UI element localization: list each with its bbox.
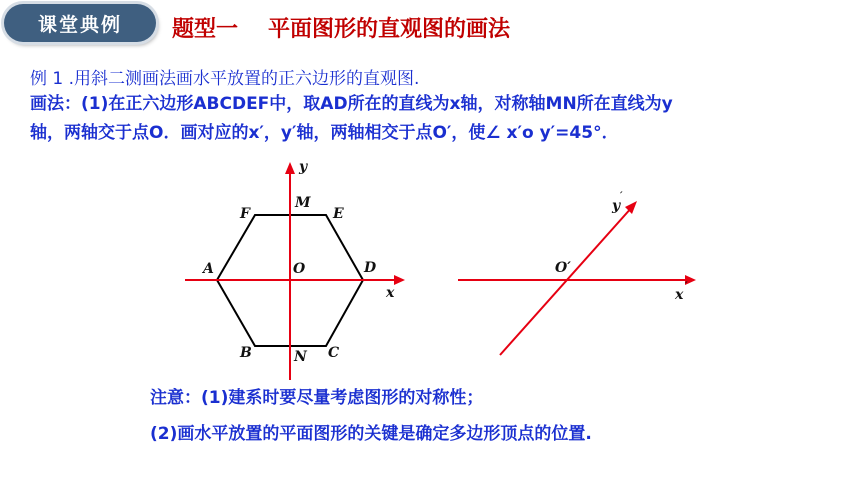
label-y: y [299,159,308,175]
label-M: M [295,195,311,211]
label-E: E [333,206,344,222]
label-O: O [293,261,306,277]
title-type: 题型一 [172,17,239,42]
note-line-2: (2)画水平放置的平面图形的关键是确定多边形顶点的位置. [150,424,592,444]
note-line-1: 注意：(1)建系时要尽量考虑图形的对称性； [150,388,484,408]
label-y-prime-mark: ′ [620,191,623,202]
title-topic: 平面图形的直观图的画法 [268,17,511,42]
label-D: D [364,260,377,276]
label-y-prime: y [612,198,621,214]
method-line-1: 画法：(1)在正六边形ABCDEF中，取AD所在的直线为x轴，对称轴MN所在直线为y [30,94,673,114]
label-A: A [203,261,214,277]
label-C: C [328,345,340,361]
section-badge: 课堂典例 [4,4,156,42]
label-O-prime: O′ [555,260,571,276]
label-N: N [294,349,307,365]
label-x-prime: x [675,287,684,303]
label-B: B [240,345,252,361]
label-x-prime-mark: ′ [685,281,688,292]
method-line-2: 轴，两轴交于点O．画对应的x′，y′轴，两轴相交于点O′，使∠ x′o y′=45°． [30,123,619,143]
x-axis-arrow-icon [394,275,405,285]
label-x: x [386,285,395,301]
example-statement: 例 1 .用斜二测画法画水平放置的正六边形的直观图. [30,69,420,89]
y-axis-arrow-icon [285,162,295,174]
label-F: F [240,206,250,222]
oblique-axes-figure [458,191,696,355]
note-block [150,380,592,452]
hexagon-figure [185,159,405,380]
